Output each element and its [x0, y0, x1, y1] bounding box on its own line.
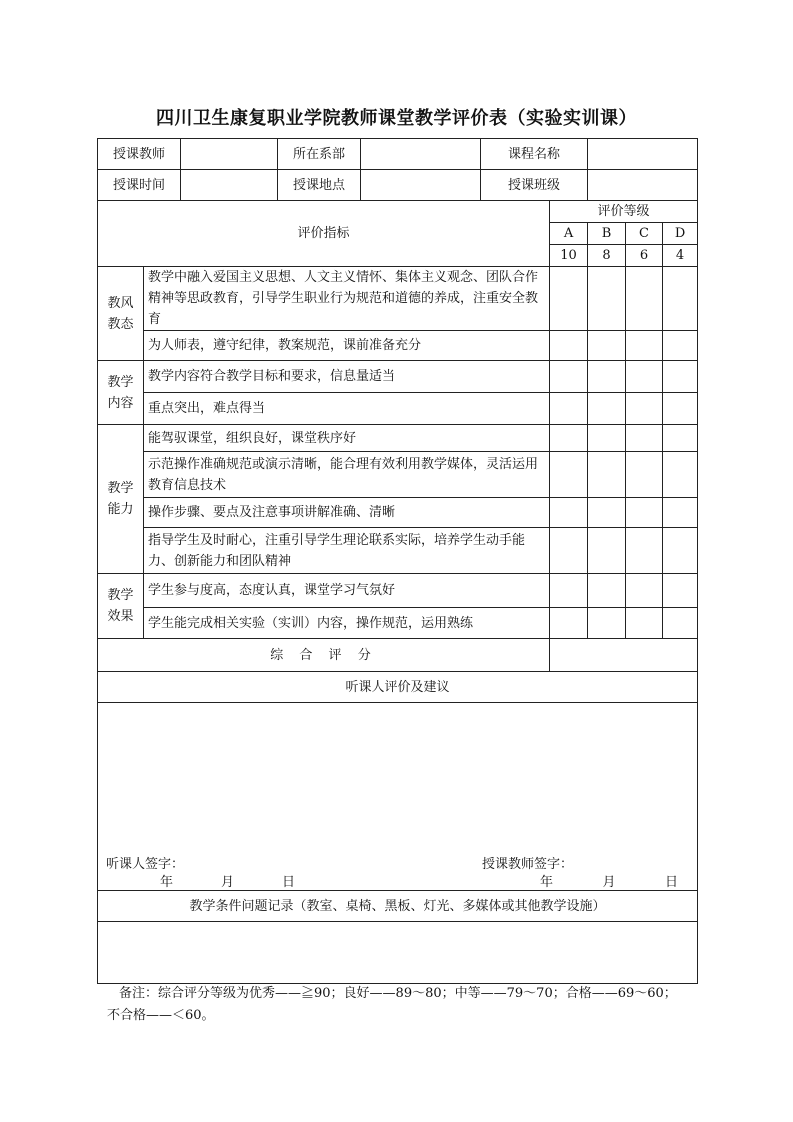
rating-cell[interactable] — [663, 331, 698, 361]
rating-cell[interactable] — [626, 574, 663, 608]
overall-score-field[interactable] — [550, 639, 698, 672]
rating-cell[interactable] — [626, 608, 663, 639]
footnote — [107, 983, 697, 1027]
rating-cell[interactable] — [663, 452, 698, 498]
rating-cell[interactable] — [550, 608, 588, 639]
indicator-header: 评价指标 — [98, 201, 550, 267]
score-b: 8 — [588, 245, 626, 267]
department-field[interactable] — [361, 139, 481, 170]
teacher-signature-label: 授课教师签字： — [482, 857, 574, 872]
month-label: 月 — [220, 875, 234, 890]
category-teaching-style — [98, 267, 144, 361]
class-field[interactable] — [588, 170, 698, 201]
rating-cell[interactable] — [588, 574, 626, 608]
rating-cell[interactable] — [550, 393, 588, 425]
footnote-line: 不合格——＜60。 — [107, 1008, 215, 1023]
criterion-item: 为人师表，遵守纪律，教案规范，课前准备充分 — [144, 331, 550, 361]
score-a: 10 — [550, 245, 588, 267]
course-field[interactable] — [588, 139, 698, 170]
grade-header: 评价等级 — [550, 201, 698, 223]
teacher-label: 授课教师 — [98, 139, 181, 170]
grade-d: D — [663, 223, 698, 245]
evaluation-table — [97, 138, 698, 984]
grade-c: C — [626, 223, 663, 245]
rating-cell[interactable] — [588, 498, 626, 528]
rating-cell[interactable] — [588, 393, 626, 425]
rating-cell[interactable] — [663, 608, 698, 639]
rating-cell[interactable] — [550, 528, 588, 574]
listener-date — [160, 872, 295, 893]
overall-score-label: 综 合 评 分 — [98, 639, 550, 672]
place-field[interactable] — [361, 170, 481, 201]
grade-a: A — [550, 223, 588, 245]
conditions-area[interactable] — [98, 922, 698, 984]
rating-cell[interactable] — [550, 267, 588, 331]
rating-cell[interactable] — [663, 267, 698, 331]
category-teaching-effect — [98, 574, 144, 639]
criterion-item: 示范操作准确规范或演示清晰，能合理有效利用教学媒体，灵活运用教育信息技术 — [144, 452, 550, 498]
category-line: 教风 — [107, 295, 134, 311]
category-line: 教学 — [107, 588, 134, 603]
rating-cell[interactable] — [663, 425, 698, 452]
grade-b: B — [588, 223, 626, 245]
listener-signature-label: 听课人签字： — [106, 857, 185, 872]
rating-cell[interactable] — [550, 361, 588, 393]
score-d: 4 — [663, 245, 698, 267]
department-label: 所在系部 — [278, 139, 361, 170]
category-teaching-ability — [98, 425, 144, 574]
rating-cell[interactable] — [626, 528, 663, 574]
rating-cell[interactable] — [663, 361, 698, 393]
rating-cell[interactable] — [588, 452, 626, 498]
comments-header: 听课人评价及建议 — [98, 672, 698, 703]
score-c: 6 — [626, 245, 663, 267]
rating-cell[interactable] — [588, 267, 626, 331]
rating-cell[interactable] — [626, 452, 663, 498]
rating-cell[interactable] — [588, 608, 626, 639]
criterion-item: 学生参与度高，态度认真，课堂学习气氛好 — [144, 574, 550, 608]
conditions-header: 教学条件问题记录（教室、桌椅、黑板、灯光、多媒体或其他教学设施） — [98, 891, 698, 922]
category-line: 内容 — [107, 395, 134, 411]
rating-cell[interactable] — [588, 331, 626, 361]
teacher-field[interactable] — [181, 139, 278, 170]
rating-cell[interactable] — [550, 331, 588, 361]
year-label: 年 — [160, 875, 174, 890]
rating-cell[interactable] — [626, 267, 663, 331]
criterion-item: 指导学生及时耐心，注重引导学生理论联系实际，培养学生动手能力、创新能力和团队精神 — [144, 528, 550, 574]
comments-area[interactable] — [98, 703, 698, 891]
day-label: 日 — [281, 875, 295, 890]
footnote-line: 备注：综合评分等级为优秀——≧90；良好——89～80；中等——79～70；合格——69～60； — [119, 986, 677, 1001]
rating-cell[interactable] — [588, 528, 626, 574]
category-line: 教学 — [107, 481, 134, 496]
month-label: 月 — [602, 875, 616, 890]
rating-cell[interactable] — [626, 498, 663, 528]
rating-cell[interactable] — [588, 425, 626, 452]
form-title: 四川卫生康复职业学院教师课堂教学评价表（实验实训课） — [156, 108, 637, 129]
rating-cell[interactable] — [550, 425, 588, 452]
rating-cell[interactable] — [663, 528, 698, 574]
criterion-item: 能驾驭课堂，组织良好，课堂秩序好 — [144, 425, 550, 452]
time-label: 授课时间 — [98, 170, 181, 201]
category-line: 教学 — [107, 374, 134, 390]
day-label: 日 — [664, 875, 678, 890]
category-line: 教态 — [107, 316, 134, 332]
rating-cell[interactable] — [663, 393, 698, 425]
category-line: 效果 — [107, 609, 134, 624]
rating-cell[interactable] — [550, 498, 588, 528]
class-label: 授课班级 — [481, 170, 588, 201]
criterion-item: 操作步骤、要点及注意事项讲解准确、清晰 — [144, 498, 550, 528]
time-field[interactable] — [181, 170, 278, 201]
criterion-item: 重点突出，难点得当 — [144, 393, 550, 425]
criterion-item: 教学内容符合教学目标和要求，信息量适当 — [144, 361, 550, 393]
rating-cell[interactable] — [550, 574, 588, 608]
rating-cell[interactable] — [626, 361, 663, 393]
rating-cell[interactable] — [626, 393, 663, 425]
place-label: 授课地点 — [278, 170, 361, 201]
rating-cell[interactable] — [550, 452, 588, 498]
rating-cell[interactable] — [663, 574, 698, 608]
rating-cell[interactable] — [663, 498, 698, 528]
year-label: 年 — [540, 875, 554, 890]
criterion-item: 教学中融入爱国主义思想、人文主义情怀、集体主义观念、团队合作精神等思政教育，引导学生职业行为规范和道德的养成，注重安全教育 — [144, 267, 550, 331]
criterion-item: 学生能完成相关实验（实训）内容，操作规范，运用熟练 — [144, 608, 550, 639]
rating-cell[interactable] — [626, 425, 663, 452]
category-line: 能力 — [107, 502, 134, 517]
rating-cell[interactable] — [588, 361, 626, 393]
rating-cell[interactable] — [626, 331, 663, 361]
category-teaching-content — [98, 361, 144, 425]
course-label: 课程名称 — [481, 139, 588, 170]
teacher-date — [540, 872, 678, 893]
